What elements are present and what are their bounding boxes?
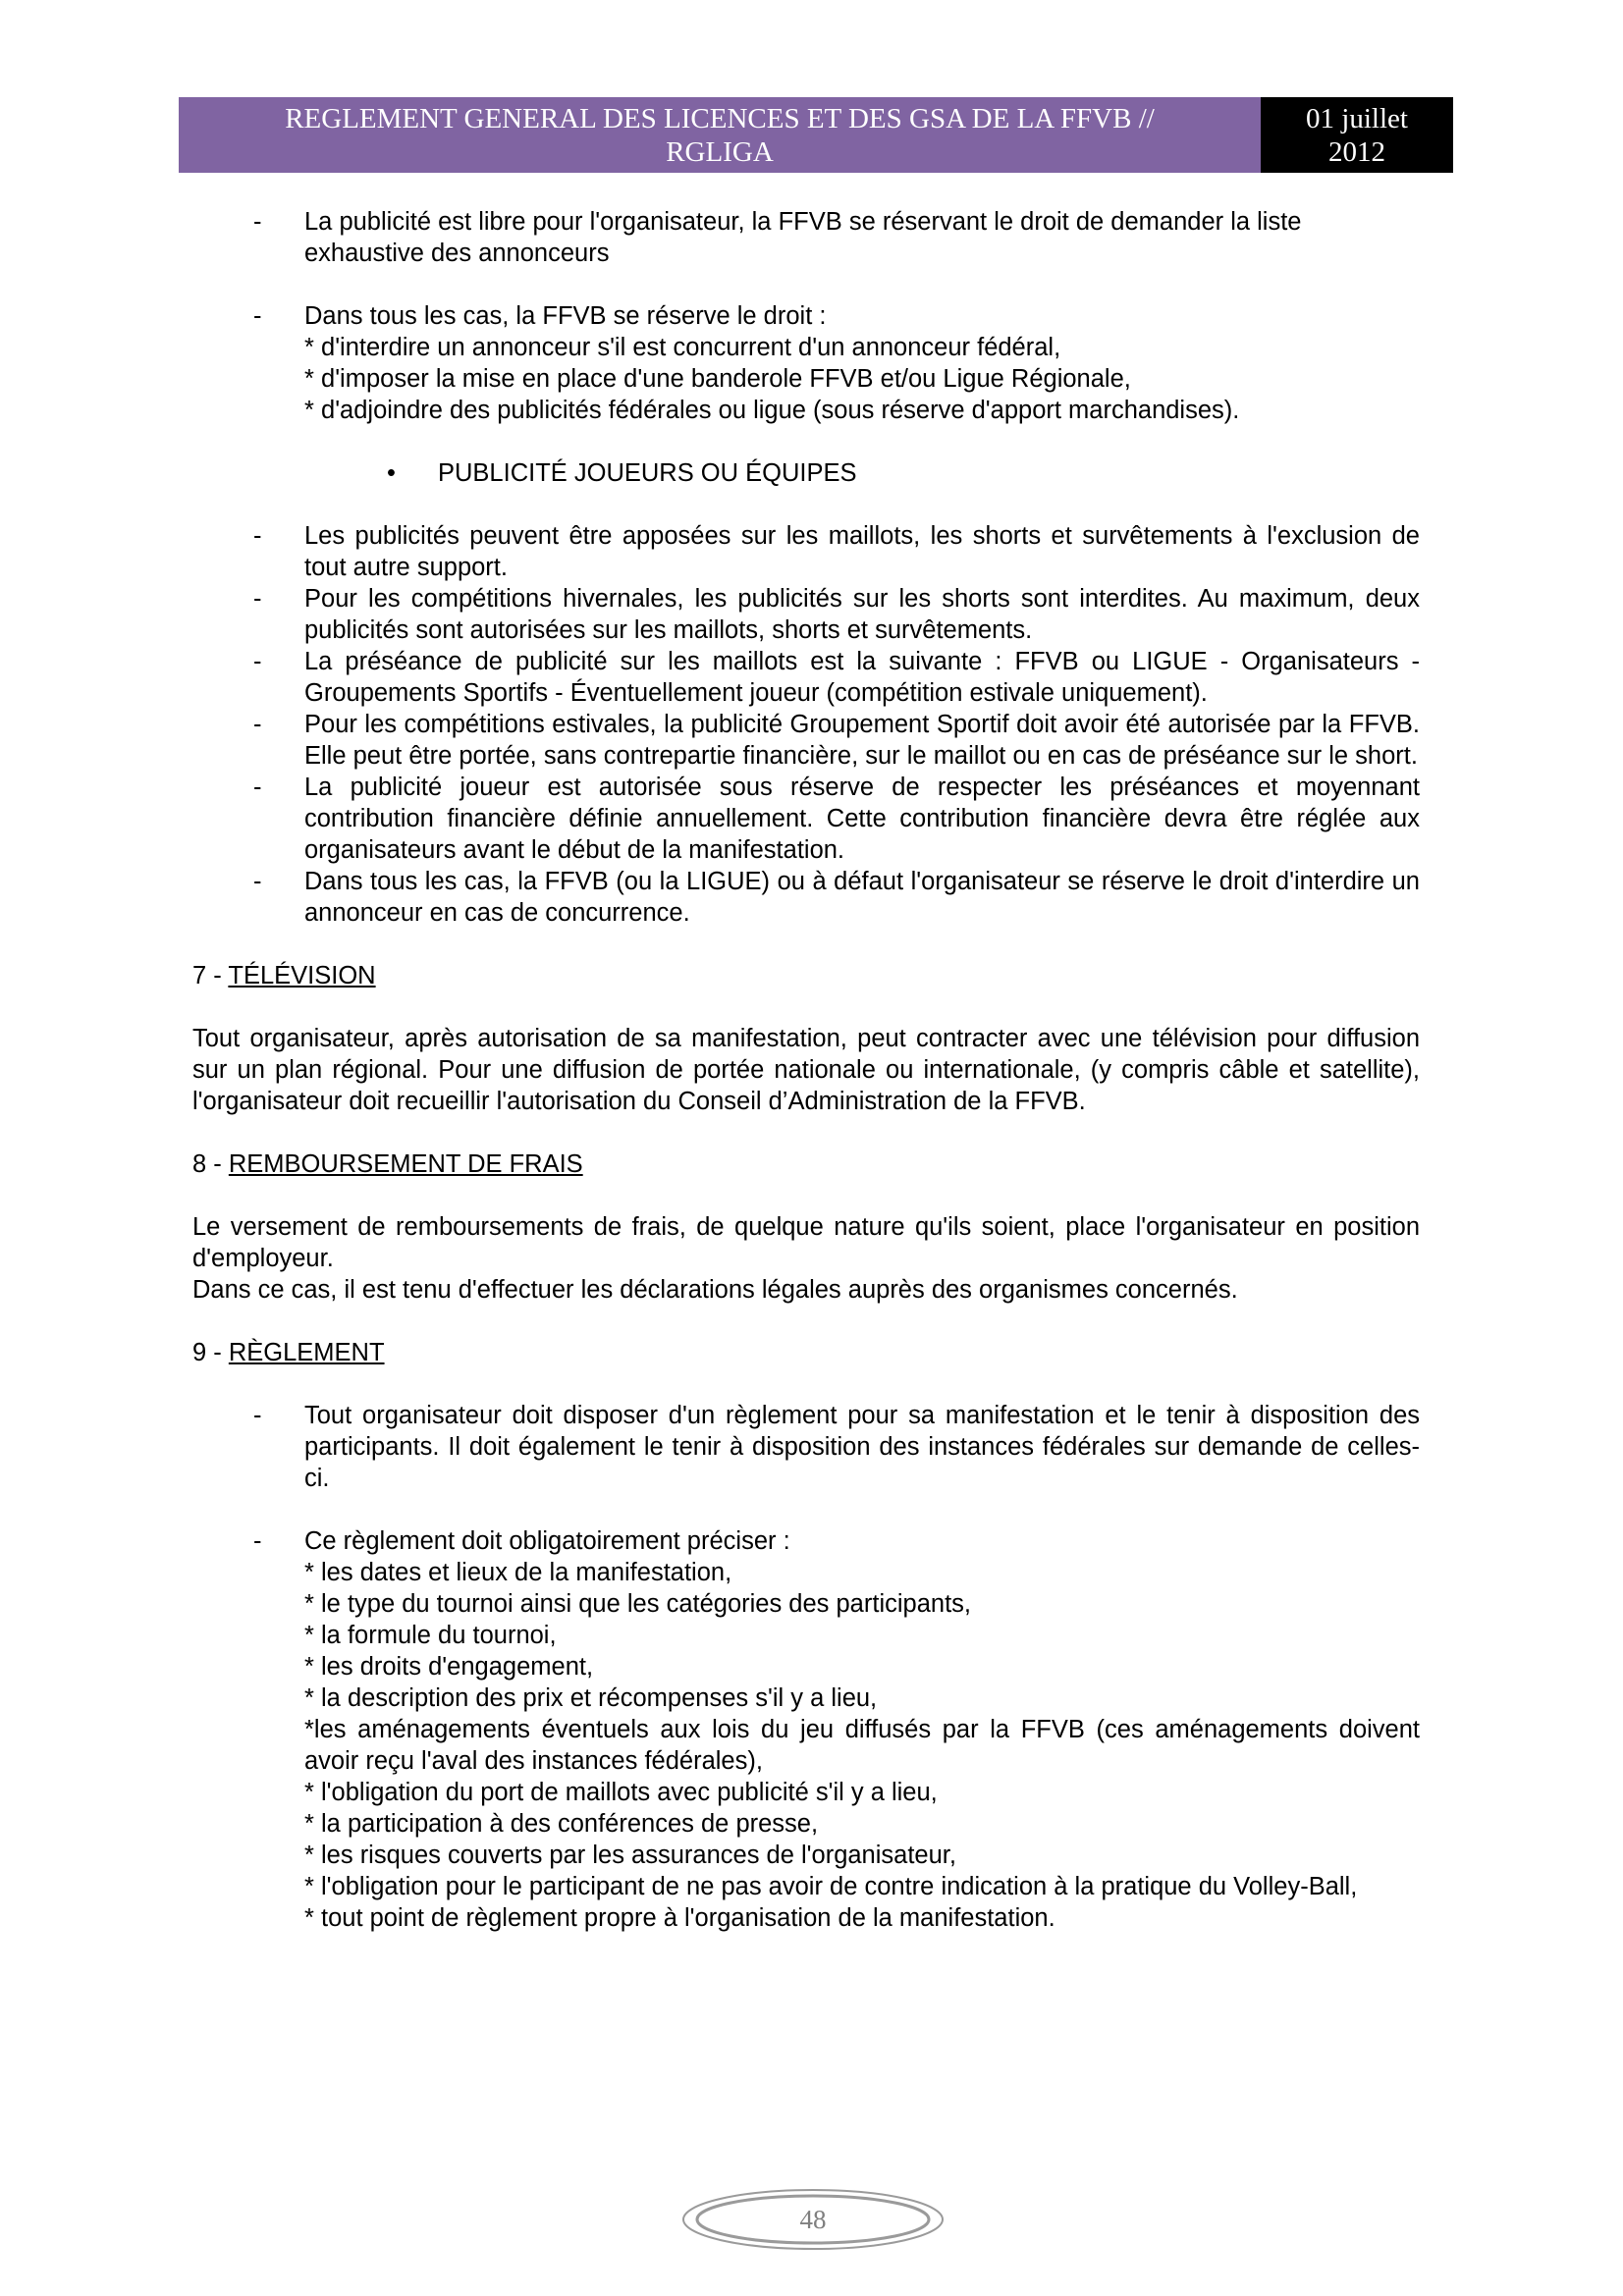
bullet-icon: • — [387, 459, 396, 487]
dash-marker: - — [253, 1527, 262, 1555]
text-line: *les aménagements éventuels aux lois du jeu diffusés par la FFVB (ces aménagements doivent avoir reçu l'aval des instances fédérales), — [304, 1716, 1420, 1775]
list-item-text: Dans tous les cas, la FFVB (ou la LIGUE) ou à défaut l'organisateur se réserve le droit d'interdire un annonceur en cas de concurrence. — [304, 868, 1420, 927]
section-text: Le versement de remboursements de frais, de quelque nature qu'ils soient, place l'organisateur en position d'employeur. — [192, 1213, 1420, 1272]
list-item-text: La préséance de publicité sur les maillots est la suivante : FFVB ou LIGUE - Organisateurs - Groupements Sportifs - Éventuellement joueur (compétition estivale uniquement). — [304, 648, 1420, 707]
section-heading-8 — [192, 1148, 1420, 1180]
section-title: RÈGLEMENT — [228, 1339, 385, 1366]
section-heading-7 — [192, 960, 1420, 991]
dash-marker: - — [253, 585, 262, 613]
text-line: * d'interdire un annonceur s'il est concurrent d'un annonceur fédéral, — [304, 334, 1061, 361]
list-item — [192, 520, 1420, 583]
list-item-text: Tout organisateur doit disposer d'un règlement pour sa manifestation et le tenir à disposition des participants. Il doit également le tenir à disposition des instances fédérales sur demande de celles-ci. — [304, 1402, 1420, 1492]
text-line: * tout point de règlement propre à l'organisation de la manifestation. — [304, 1904, 1055, 1932]
header-title — [179, 97, 1261, 173]
text-line: * l'obligation pour le participant de ne pas avoir de contre indication à la pratique du Volley-Ball, — [304, 1873, 1358, 1900]
dash-marker: - — [253, 711, 262, 738]
dash-marker: - — [253, 774, 262, 801]
bullet-heading — [192, 457, 1420, 489]
dash-marker: - — [253, 868, 262, 895]
list-item — [192, 1400, 1420, 1494]
header-title-line1: REGLEMENT GENERAL DES LICENCES ET DES GSA DE LA FFVB // — [285, 102, 1155, 134]
text-line: * la description des prix et récompenses s'il y a lieu, — [304, 1684, 878, 1712]
section-title: REMBOURSEMENT DE FRAIS — [228, 1150, 583, 1178]
text-line: * les droits d'engagement, — [304, 1653, 594, 1681]
list-item-text: Les publicités peuvent être apposées sur les maillots, les shorts et survêtements à l'exclusion de tout autre support. — [304, 522, 1420, 581]
section-number: 8 - — [192, 1150, 229, 1178]
list-item-text: La publicité joueur est autorisée sous réserve de respecter les préséances et moyennant contribution financière définie annuellement. Cette contribution financière devra être réglée aux organisateurs avant le début de la manifestation. — [304, 774, 1420, 864]
text-line: * les dates et lieux de la manifestation, — [304, 1559, 732, 1586]
dash-marker: - — [253, 302, 262, 330]
list-item — [192, 300, 1420, 426]
text-line: Ce règlement doit obligatoirement préciser : — [304, 1527, 790, 1555]
header-title-line2: RGLIGA — [666, 135, 774, 168]
list-item — [192, 583, 1420, 646]
dash-marker: - — [253, 208, 262, 236]
page-number-badge — [679, 2186, 947, 2253]
list-item — [192, 1525, 1420, 1934]
text-line: * le type du tournoi ainsi que les catégories des participants, — [304, 1590, 971, 1618]
dash-marker: - — [253, 648, 262, 675]
dash-marker: - — [253, 1402, 262, 1429]
list-item — [192, 206, 1420, 269]
section-text: Dans ce cas, il est tenu d'effectuer les déclarations légales auprès des organismes concernés. — [192, 1276, 1238, 1304]
header-date-line2: 2012 — [1327, 135, 1385, 168]
text-line: La publicité est libre pour l'organisateur, la FFVB se réservant le droit de demander la liste — [304, 208, 1302, 236]
page-number: 48 — [799, 2204, 827, 2234]
section-heading-9 — [192, 1337, 1420, 1368]
bullet-heading-text: PUBLICITÉ JOUEURS OU ÉQUIPES — [438, 459, 857, 487]
page-header — [179, 97, 1453, 173]
header-date-line1: 01 juillet — [1306, 102, 1408, 134]
text-line: * les risques couverts par les assurances de l'organisateur, — [304, 1842, 956, 1869]
section-text: Tout organisateur, après autorisation de sa manifestation, peut contracter avec une télévision pour diffusion sur un plan régional. Pour une diffusion de portée nationale ou internationale, (y compris câble et satellite), l'organisateur doit recueillir l'autorisation du Conseil d’Administration de la FFVB. — [192, 1025, 1420, 1115]
dash-marker: - — [253, 522, 262, 550]
list-item — [192, 709, 1420, 772]
header-date — [1261, 97, 1453, 173]
text-line: * l'obligation du port de maillots avec publicité s'il y a lieu, — [304, 1779, 938, 1806]
text-line: Dans tous les cas, la FFVB se réserve le droit : — [304, 302, 827, 330]
list-item — [192, 646, 1420, 709]
text-line: * d'imposer la mise en place d'une banderole FFVB et/ou Ligue Régionale, — [304, 365, 1131, 393]
list-item-text: Pour les compétitions estivales, la publicité Groupement Sportif doit avoir été autorisée par la FFVB. Elle peut être portée, sans contrepartie financière, sur le maillot ou en cas de préséance sur le short. — [304, 711, 1420, 770]
section-number: 7 - — [192, 962, 229, 989]
section-number: 9 - — [192, 1339, 229, 1366]
text-line: * d'adjoindre des publicités fédérales ou ligue (sous réserve d'apport marchandises). — [304, 397, 1240, 424]
page-content — [192, 206, 1420, 1934]
section-title: TÉLÉVISION — [228, 962, 376, 989]
text-line: * la participation à des conférences de presse, — [304, 1810, 819, 1838]
text-line: * la formule du tournoi, — [304, 1622, 557, 1649]
list-item-text: Pour les compétitions hivernales, les publicités sur les shorts sont interdites. Au maximum, deux publicités sont autorisées sur les maillots, shorts et survêtements. — [304, 585, 1420, 644]
text-line: exhaustive des annonceurs — [304, 240, 610, 267]
list-item — [192, 866, 1420, 929]
list-item — [192, 772, 1420, 866]
